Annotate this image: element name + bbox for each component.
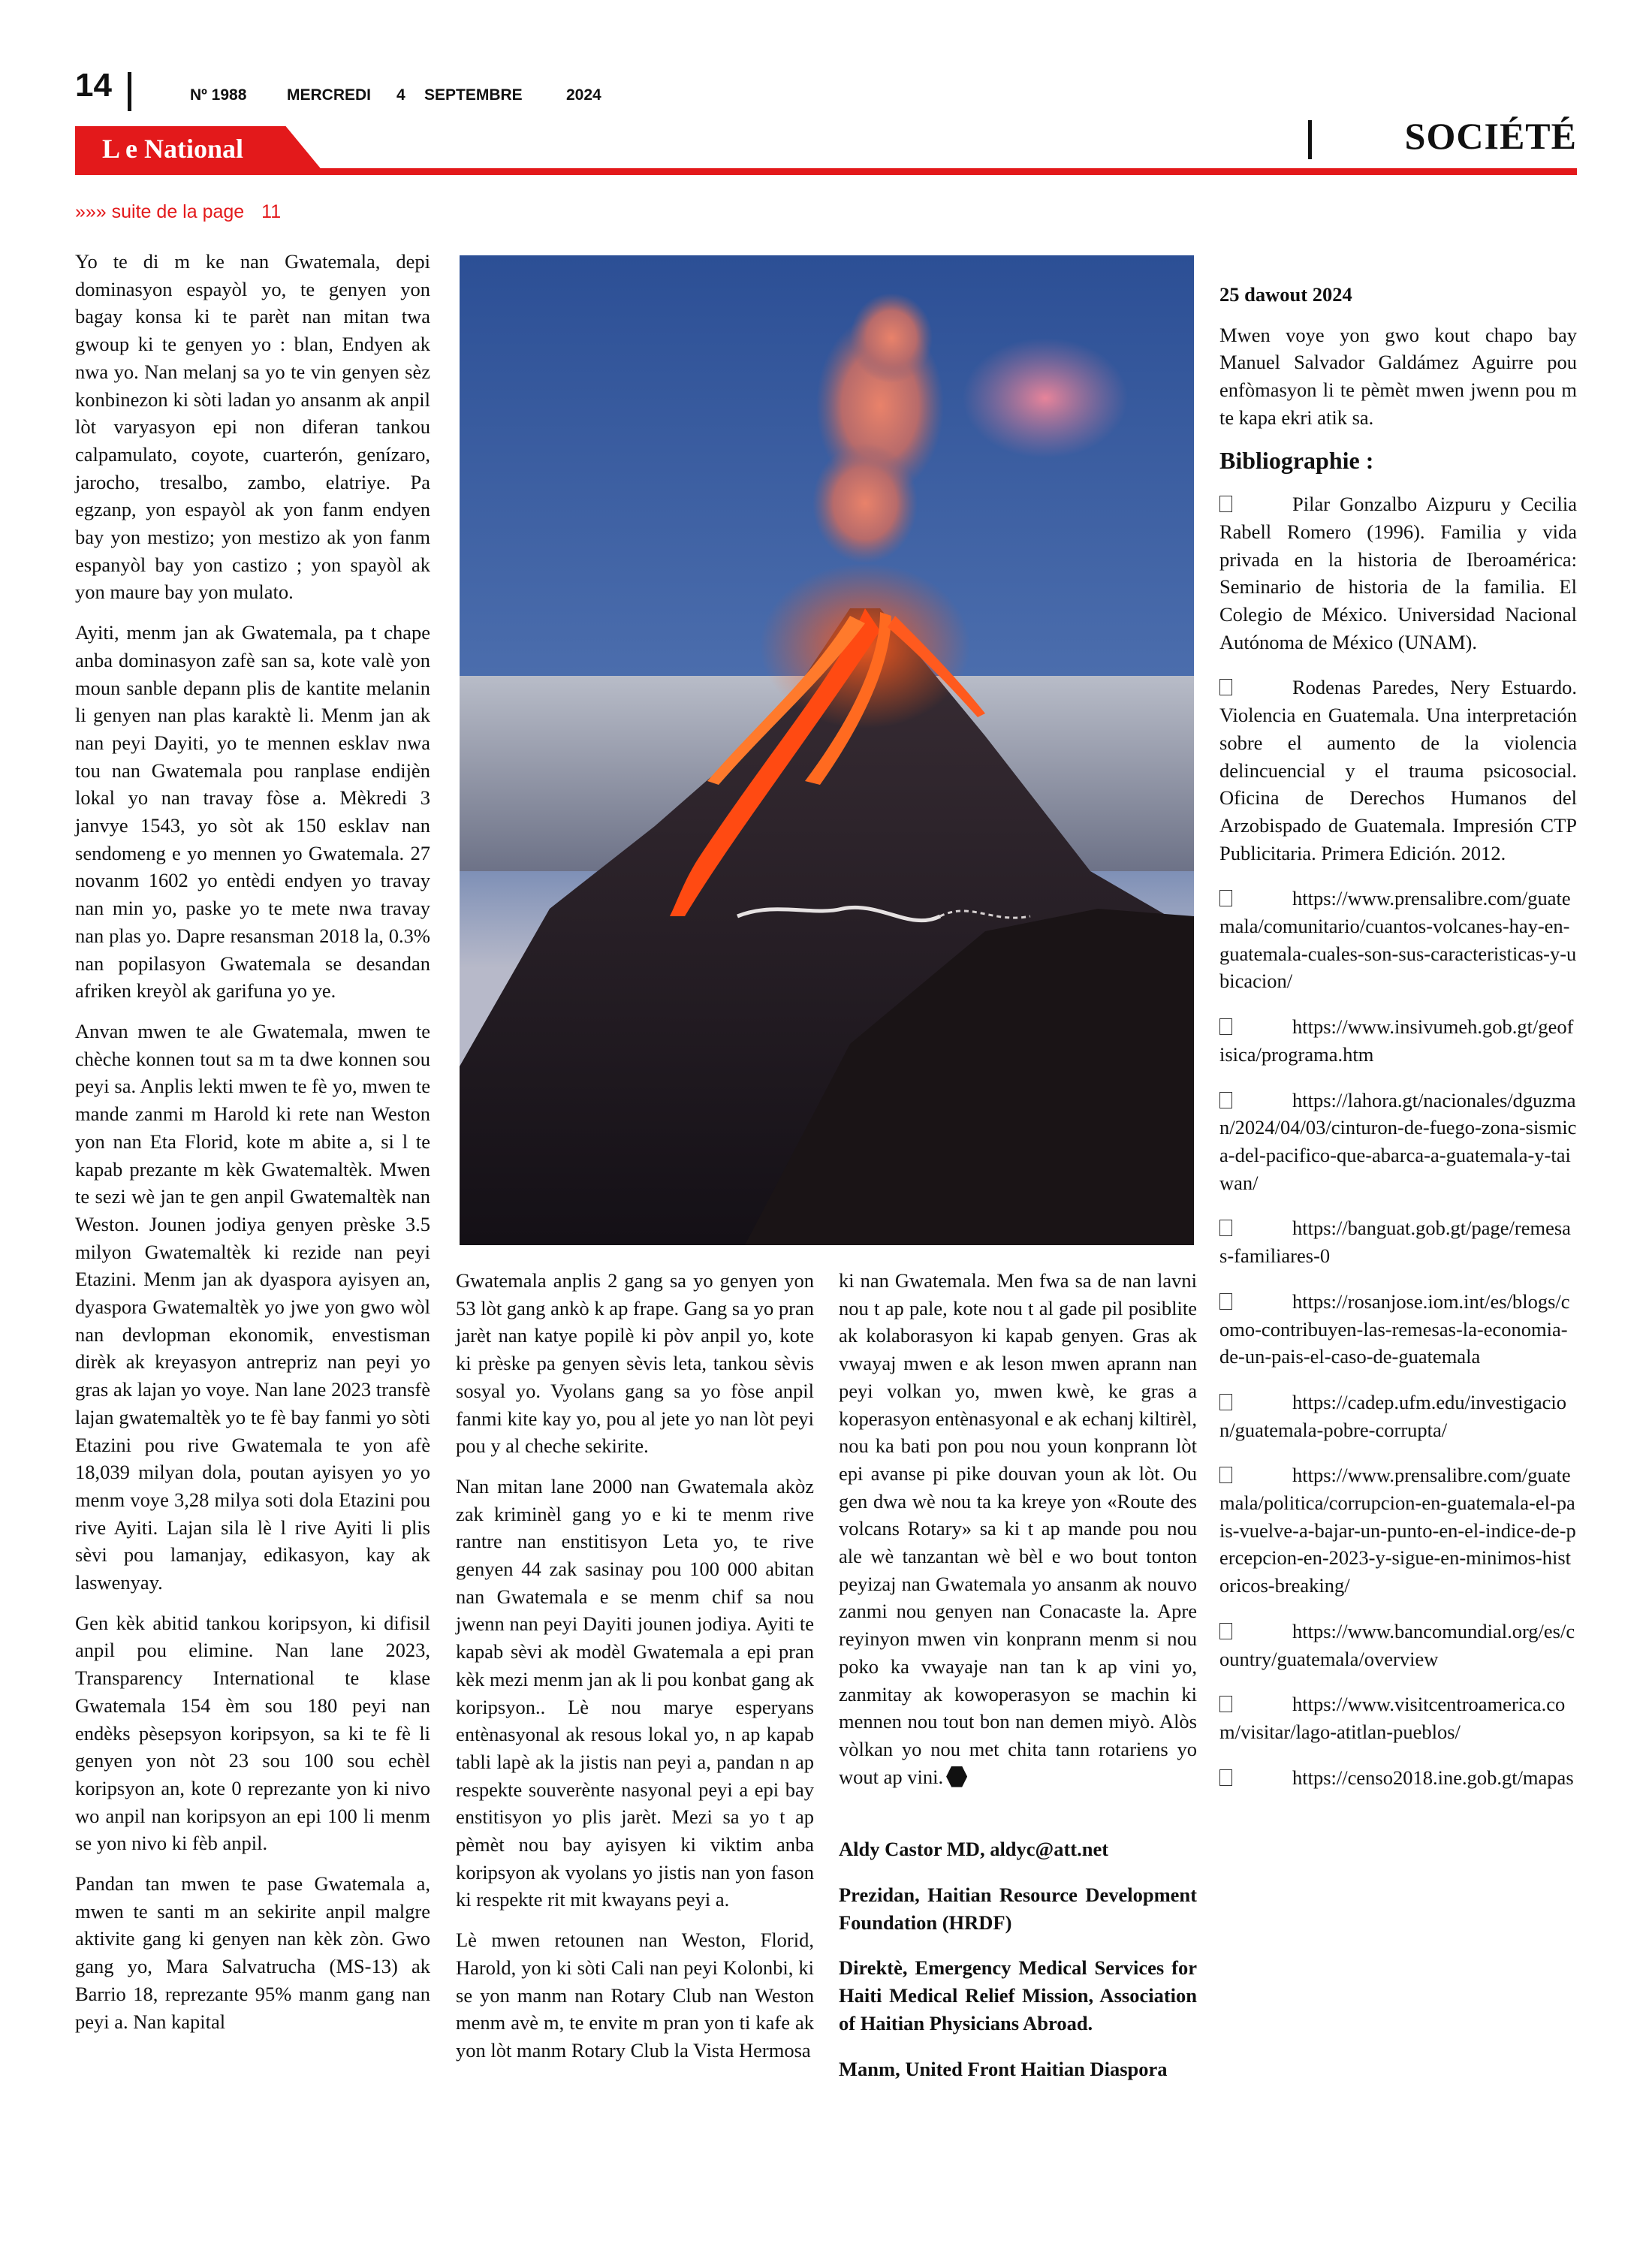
checkbox-glyph-icon bbox=[1219, 496, 1232, 512]
bibliography-entry: https://cadep.ufm.edu/investigacion/guatemala-pobre-corrupta/ bbox=[1219, 1390, 1567, 1441]
article-date: 25 dawout 2024 bbox=[1219, 283, 1352, 306]
paragraph: Pandan tan mwen te pase Gwatemala a, mwen te santi m an sekirite anpil malgre aktivite gang ki genyen nan kèk zòn. Gwo gang yo, Mara Salvatrucha (MS-13) ak Barrio 18, reprezante 95% manm gang nan peyi a. Nan kapital bbox=[75, 1872, 430, 2033]
paragraph: Yo te di m ke nan Gwatemala, depi dominasyon espayòl yo, te genyen yon bagay konsa ki te parèt nan mitan twa gwoup ki te genyen yo : blan, Endyen ak nwa yo. Nan melanj sa yo te vin genyen sèz konbinezon ki sòti ladan yo ansanm ak anpil lòt varyasyon epi non diferan tankou calpamulato, coyote, cuarterón, genízaro, jarocho, tresalbo, zambo, elatriye. Pa egzanp, yon espayòl ak yon fanm endyen bay yon mestizo; yon mestizo ak yon fanm espanyòl bay yon castizo ; yon spayòl ak yon maure bay yon mulato. bbox=[75, 250, 430, 604]
bibliography-entry: https://rosanjose.iom.int/es/blogs/como-contribuyen-las-remesas-la-economia-de-un-pais-el-caso-de-guatemala bbox=[1219, 1289, 1570, 1368]
bibliography-entry: https://www.prensalibre.com/guatemala/comunitario/cuantos-volcanes-hay-en-guatemala-cuales-son-sus-caracteristicas-y-ubicacion/ bbox=[1219, 887, 1577, 993]
section-divider bbox=[1308, 120, 1312, 159]
paragraph bbox=[839, 1267, 1197, 1790]
issue-day: 4 bbox=[396, 86, 405, 104]
bibliography-entry: Pilar Gonzalbo Aizpuru y Cecilia Rabell Romero (1996). Familia y vida privada en la historia de Iberoamérica: Seminario de historia de la familia. El Colegio de México. Universidad Nacional Autónoma de México (UNAM). bbox=[1219, 493, 1577, 653]
checkbox-glyph-icon bbox=[1219, 1293, 1232, 1310]
author-role: Direktè, Emergency Medical Services for Haiti Medical Relief Mission, Association of Haitian Physicians Abroad. bbox=[839, 1956, 1197, 2034]
paragraph: Ayiti, menm jan ak Gwatemala, pa t chape anba dominasyon zafè san sa, kote valè yon moun sanble depann plis de kantite melanin li genyen nan plas karaktè li. Menm jan ak nan peyi Dayiti, yo te mennen esklav nwa tou nan Gwatemala pou ranplase endijèn lokal yo nan travay fòse a. Mèkredi 3 janvye 1543, yo sòt ak 150 esklav nan sendomeng e yo mennen yo Gwatemala. 27 novanm 1602 yo entèdi endyen yo travay nan min yo, paske yo te mete nwa travay nan plas yo. Dapre resansman 2018 la, 0.3% nan popilasyon Gwatemala se desandan afriken kreyòl ak garifuna yo ye. bbox=[75, 621, 430, 1003]
checkbox-glyph-icon bbox=[1219, 1220, 1232, 1236]
bibliography-entry: https://www.visitcentroamerica.com/visitar/lago-atitlan-pueblos/ bbox=[1219, 1693, 1566, 1743]
checkbox-glyph-icon bbox=[1219, 1769, 1232, 1786]
article-column-2 bbox=[456, 1267, 814, 2077]
paragraph-text: ki nan Gwatemala. Men fwa sa de nan lavni nou t ap pale, kote nou t al gade pil posiblite ak kolaborasyon ki kapab genyen. Gras ak vwayaj mwen e ak leson mwen aprann nan peyi volkan yo, mwen kwè, ke gras a koperasyon entènasyonal e ak echanj kiltirèl, nou ka bati pon pou nou youn konprann lòt epi avanse pi pike douvan youn ak lòt. Ou gen dwa wè nou ta ka kreye yon «Route des volcans Rotary» sa ki t ap mande pou nou ale wè tanzantan wè bèl e wo bout tonton peyizaj nan Gwatemala yo ansanm ak nouvo zanmi nou genyen nan Conacaste la. Apre reyinyon mwen vin konprann menm si nou poko ka vwayaje nan tan k ap vini yo, zanmitay ak kowoperasyon se machin ki mennen nou tout bon nan demen miyò. Alòs vòlkan yo nou met chita tann rotariens yo wout ap vini. bbox=[839, 1269, 1197, 1788]
paragraph: Nan mitan lane 2000 nan Gwatemala akòz zak kriminèl gang yo e ki te menm rive rantre nan enstitisyon Leta yo, te rive genyen 44 zak sasinay pou 100 000 abitan nan Gwatemala e se menm chif sa nou jwenn nan peyi Dayiti jounen jodiya. Ayiti te kapab sèvi ak modèl Gwatemala a epi pran kèk mezi menm jan ak li pou konbat gang ak koripsyon.. Lè nou marye esperyans entènasyonal ak resous lokal yo, n ap kapab tabli lapè ak la jistis nan peyi a, pandan n ap respekte souverènte nasyonal peyi a epi bay enstitisyon yo plis jarèt. Mezi sa yo t ap pèmèt nou bay ayisyen ki viktim anba koripsyon ak vyolans yo jistis nan yon fason ki respekte rit mit kwayans peyi a. bbox=[456, 1474, 814, 1911]
bibliography-list bbox=[1219, 490, 1577, 1791]
bibliography-entry: Rodenas Paredes, Nery Estuardo. Violencia en Guatemala. Una interpretación sobre el aumento de la violencia delincuencial y el trauma psicosocial. Oficina de Derechos Humanos del Arzobispado de Guatemala. Impresión CTP Publicitaria. Primera Edición. 2012. bbox=[1219, 676, 1577, 864]
checkbox-glyph-icon bbox=[1219, 1696, 1232, 1712]
page-number-divider bbox=[128, 72, 131, 111]
volcano-photo bbox=[460, 255, 1194, 1245]
checkbox-glyph-icon bbox=[1219, 1394, 1232, 1410]
author-contact: Aldy Castor MD, aldyc@att.net bbox=[839, 1838, 1109, 1861]
checkbox-glyph-icon bbox=[1219, 1018, 1232, 1035]
article-column-3 bbox=[839, 1267, 1197, 2101]
checkbox-glyph-icon bbox=[1219, 1467, 1232, 1483]
section-title: SOCIÉTÉ bbox=[1404, 115, 1577, 157]
continued-page: 11 bbox=[261, 201, 282, 222]
end-of-article-icon bbox=[946, 1766, 967, 1787]
bibliography-entry: https://lahora.gt/nacionales/dguzman/2024/04/03/cinturon-de-fuego-zona-sismica-del-pacifico-que-abarca-a-guatemala-y-taiwan/ bbox=[1219, 1088, 1577, 1194]
continued-label: »»» suite de la page bbox=[75, 201, 245, 222]
continued-from bbox=[75, 201, 281, 223]
bibliography-entry: https://www.prensalibre.com/guatemala/politica/corrupcion-en-guatemala-el-pais-vuelve-a-bajar-un-punto-en-el-indice-de-percepcion-en-2023-y-sigue-en-minimos-historicos-breaking/ bbox=[1219, 1464, 1576, 1597]
checkbox-glyph-icon bbox=[1219, 679, 1232, 695]
checkbox-glyph-icon bbox=[1219, 1092, 1232, 1108]
paragraph: Anvan mwen te ale Gwatemala, mwen te chèche konnen tout sa m ta dwe konnen sou peyi sa. Anplis lekti mwen te fè yo, mwen te mande zanmi m Harold ki rete nan Weston yon nan Eta Florid, kote m abite a, si l te kapab prezante m kèk Gwatemaltèk. Mwen te sezi wè jan te gen anpil Gwatemaltèk nan Weston. Jounen jodiya genyen prèske 3.5 milyon Gwatemaltèk ki rezide nan peyi Etazini. Menm jan ak dyaspora ayisyen an, dyaspora Gwatemaltèk yo jwe yon gwo wòl nan devlopman ekonomik, envestisman dirèk ak kreyasyon antrepriz nan peyi yo gras ak lajan yo voye. Nan lane 2023 transfè lajan gwatemaltèk yo te fè bay fanmi yo sòti Etazini pou rive Gwatemala te yon afè 18,039 milyan dola, poutan ayisyen yo yo menm voye 3,28 milya soti dola Etazini pou rive Ayiti. Lajan sila lè l rive Ayiti li plis sèvi pou lamanjay, edikasyon, kay ak laswenyay. bbox=[75, 1019, 430, 1594]
issue-year: 2024 bbox=[566, 86, 601, 104]
paragraph: Gwatemala anplis 2 gang sa yo genyen yon 53 lòt gang ankò k ap frape. Gang sa yo pran jarèt nan katye popilè ki pòv anpil yo, kote ki prèske pa genyen sèvis leta, tankou sèvis sosyal yo. Vyolans gang sa yo fòse anpil fanmi kite kay yo, pou al jete yo nan lòt peyi pou y al cheche sekirite. bbox=[456, 1269, 814, 1458]
bibliography-entry: https://banguat.gob.gt/page/remesas-familiares-0 bbox=[1219, 1217, 1571, 1268]
author-role: Prezidan, Haitian Resource Development Foundation (HRDF) bbox=[839, 1884, 1197, 1934]
article-column-4 bbox=[1219, 281, 1577, 1809]
issue-month: SEPTEMBRE bbox=[424, 86, 523, 104]
article-column-1 bbox=[75, 248, 430, 2048]
publication-name: L e National bbox=[102, 134, 244, 164]
bibliography-entry: https://www.bancomundial.org/es/country/guatemala/overview bbox=[1219, 1619, 1575, 1670]
checkbox-glyph-icon bbox=[1219, 890, 1232, 906]
bibliography-entry: https://www.insivumeh.gob.gt/geofisica/programa.htm bbox=[1219, 1015, 1574, 1066]
author-role: Manm, United Front Haitian Diaspora bbox=[839, 2057, 1168, 2080]
author-signature bbox=[839, 1835, 1197, 2083]
bibliography-heading: Bibliographie : bbox=[1219, 446, 1374, 474]
bibliography-entry: https://censo2018.ine.gob.gt/mapas bbox=[1219, 1764, 1577, 1792]
issue-weekday: MERCREDI bbox=[287, 86, 372, 104]
issue-number: Nº 1988 bbox=[190, 86, 247, 104]
header-rule bbox=[75, 168, 1577, 175]
page-number: 14 bbox=[75, 67, 112, 104]
checkbox-glyph-icon bbox=[1219, 1623, 1232, 1639]
paragraph: Gen kèk abitid tankou koripsyon, ki difisil anpil pou elimine. Nan lane 2023, Transparency International te klase Gwatemala 154 èm sou 180 peyi nan endèks pèsepsyon koripsyon, sa ki te fè li genyen yon nòt 23 sou 100 sou echèl koripsyon an, kote 0 reprezante yon ki nivo wo anpil nan koripsyon an epi 100 li menm se yon nivo ki fèb anpil. bbox=[75, 1611, 430, 1855]
paragraph: Lè mwen retounen nan Weston, Florid, Harold, yon ki sòti Cali nan peyi Kolonbi, ki se yon manm nan Rotary Club nan Weston menm avè m, te envite m pran yon ti kafe ak yon lòt manm Rotary Club la Vista Hermosa bbox=[456, 1929, 814, 2061]
acknowledgement: Mwen voye yon gwo kout chapo bay Manuel Salvador Galdámez Aguirre pou enfòmasyon li te pèmèt mwen jwenn pou m te kapa ekri atik sa. bbox=[1219, 323, 1577, 429]
